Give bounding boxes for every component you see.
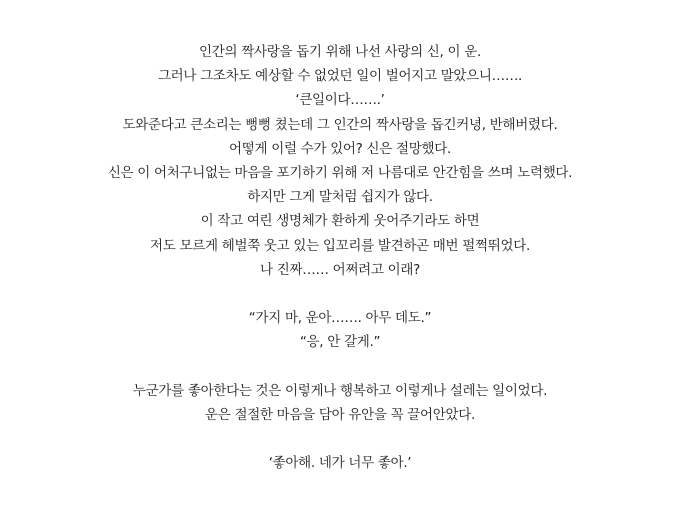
text-line: 인간의 짝사랑을 돕기 위해 나선 사랑의 신, 이 운. [199,44,481,60]
text-line: 저도 모르게 헤벌쭉 웃고 있는 입꼬리를 발견하곤 매번 펄쩍뛰었다. [150,237,530,254]
text-line: 그러나 그조차도 예상할 수 없었던 일이 벌어지고 말았으니……. [157,68,523,85]
text-line: 어떻게 이럴 수가 있어? 신은 절망했다. [229,140,451,157]
paragraph-final [0,451,680,475]
paragraph-gap [0,282,680,306]
paragraph-closing [0,379,680,427]
paragraph-gap [0,427,680,451]
text-line: 이 작고 여린 생명체가 환하게 웃어주기라도 하면 [200,213,480,230]
text-line: 누군가를 좋아한다는 것은 이렇게나 행복하고 이렇게나 설레는 일이었다. [132,382,548,399]
text-line: 하지만 그게 말처럼 쉽지가 않다. [247,189,433,206]
text-line: ‘좋아해. 네가 너무 좋아.’ [268,455,412,472]
text-line: 신은 이 어처구니없는 마음을 포기하기 위해 저 나름대로 안간힘을 쓰며 노력했다. [107,164,573,181]
text-line: 나 진짜…… 어쩌려고 이래? [260,261,420,278]
text-line: “가지 마, 운아……. 아무 데도.” [248,310,432,327]
text-line: 운은 절절한 마음을 담아 유안을 꼭 끌어안았다. [204,406,476,423]
text-line: “응, 안 갈게.” [299,334,381,351]
paragraph-dialogue [0,306,680,354]
paragraph-gap [0,354,680,378]
text-line: 도와준다고 큰소리는 뻥뻥 쳤는데 그 인간의 짝사랑을 돕긴커녕, 반해버렸다. [122,116,558,133]
paragraph-intro [0,40,680,282]
text-line: ‘큰일이다…….’ [295,92,385,109]
